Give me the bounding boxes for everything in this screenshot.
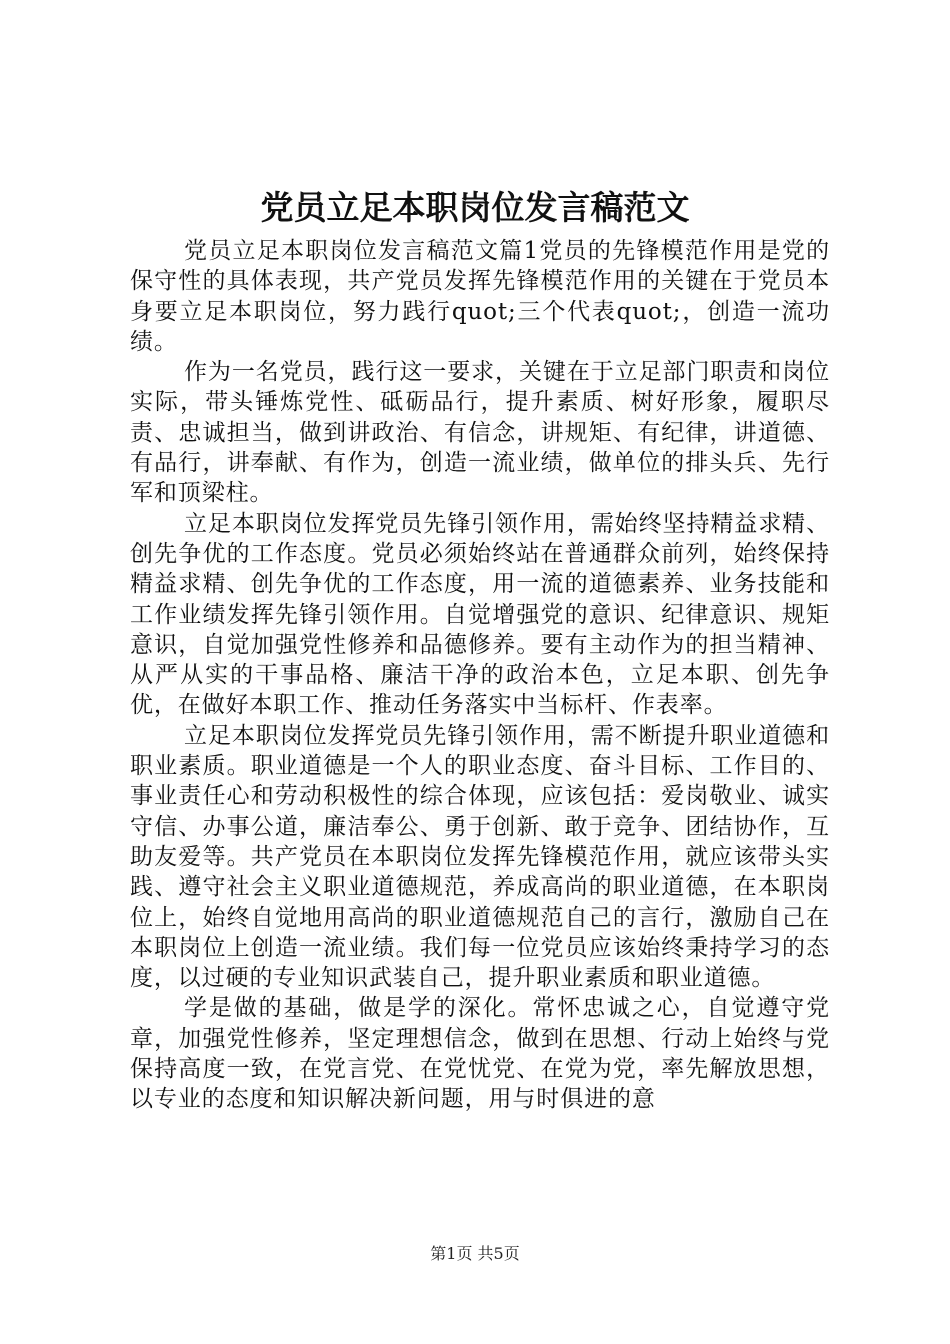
paragraph-4: 立足本职岗位发挥党员先锋引领作用，需不断提升职业道德和职业素质。职业道德是一个人的职业态度、奋斗目标、工作目的、事业责任心和劳动积极性的综合体现，应该包括：爱岗敬业、诚实守信、办事公道，廉洁奉公、勇于创新、敢于竞争、团结协作，互助友爱等。共产党员在本职岗位发挥先锋模范作用，就应该带头实践、遵守社会主义职业道德规范，养成高尚的职业道德，在本职岗位上，始终自觉地用高尚的职业道德规范自己的言行，激励自己在本职岗位上创造一流业绩。我们每一位党员应该始终秉持学习的态度，以过硬的专业知识武装自己，提升职业素质和职业道德。 [130,722,830,992]
paragraph-3: 立足本职岗位发挥党员先锋引领作用，需始终坚持精益求精、创先争优的工作态度。党员必须始终站在普通群众前列，始终保持精益求精、创先争优的工作态度，用一流的道德素养、业务技能和工作业绩发挥先锋引领作用。自觉增强党的意识、纪律意识、规矩意识，自觉加强党性修养和品德修养。要有主动作为的担当精神、从严从实的干事品格、廉洁干净的政治本色，立足本职、创先争优，在做好本职工作、推动任务落实中当标杆、作表率。 [130,510,830,719]
paragraph-5: 学是做的基础，做是学的深化。常怀忠诚之心，自觉遵守党章，加强党性修养，坚定理想信念，做到在思想、行动上始终与党保持高度一致，在党言党、在党忧党、在党为党，率先解放思想，以专业的态度和知识解决新问题，用与时俱进的意 [130,995,830,1113]
document-body [130,236,830,1115]
page-number-footer: 第1页 共5页 [430,1244,520,1263]
paragraph-2: 作为一名党员，践行这一要求，关键在于立足部门职责和岗位实际，带头锤炼党性、砥砺品行，提升素质、树好形象，履职尽责、忠诚担当，做到讲政治、有信念，讲规矩、有纪律，讲道德、有品行，讲奉献、有作为，创造一流业绩，做单位的排头兵、先行军和顶梁柱。 [130,359,830,507]
page-title: 党员立足本职岗位发言稿范文 [260,188,690,227]
paragraph-1: 党员立足本职岗位发言稿范文篇1党员的先锋模范作用是党的保守性的具体表现，共产党员发挥先锋模范作用的关键在于党员本身要立足本职岗位，努力践行quot;三个代表quot;，创造一流功绩。 [130,238,830,355]
